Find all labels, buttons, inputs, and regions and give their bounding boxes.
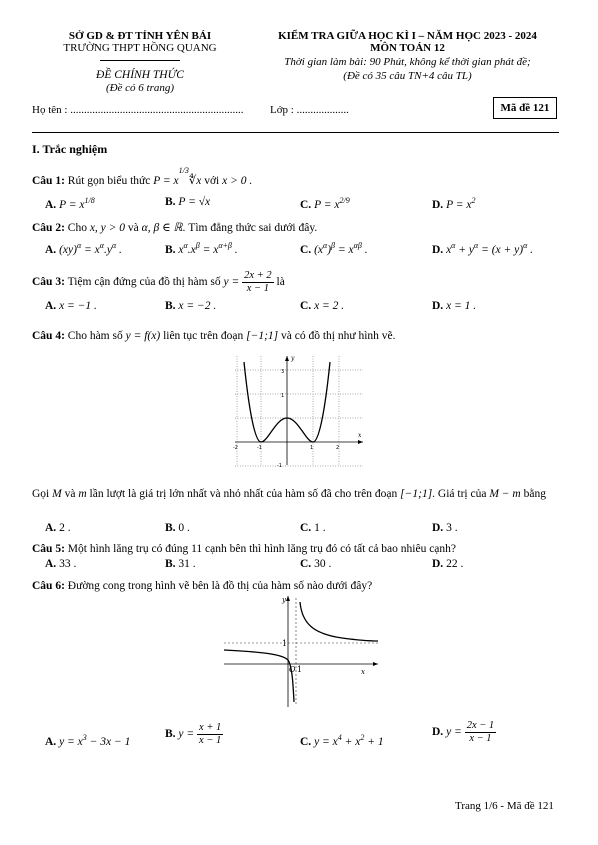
header-divider [100,60,180,61]
q4-option-a[interactable]: A. 2 . [45,522,71,534]
svg-text:O: O [289,665,296,674]
q2-option-d[interactable]: D. $x^\alpha + y^\alpha = (x + y)^\alpha$ . [432,241,534,256]
svg-text:2: 2 [336,445,340,451]
svg-text:1: 1 [297,665,303,674]
q2-option-c[interactable]: C. $(x^\alpha)^\beta = x^{\alpha\beta}$ . [300,241,368,256]
q6-option-b[interactable]: B. y = $\frac{x + 1}{x - 1}$ [165,722,222,746]
q1-option-c[interactable]: C. $P = x^{2/9}$ [300,196,350,211]
svg-text:y: y [291,355,295,362]
q5-option-c[interactable]: C. 30 . [300,558,332,570]
exam-subject: MÔN TOÁN 12 [370,42,445,54]
svg-text:1: 1 [281,393,285,399]
svg-text:-2: -2 [233,445,238,451]
q6-graph [222,592,382,710]
school-name: TRƯỜNG THPT HỒNG QUANG [63,42,217,54]
svg-text:1: 1 [310,445,314,451]
q3-option-a[interactable]: A. x = −1 . [45,300,97,312]
section-title: I. Trắc nghiệm [32,142,108,156]
q1-option-d[interactable]: D. $P = x^2$ [432,196,476,211]
q3-option-c[interactable]: C. x = 2 . [300,300,345,312]
q1-option-b[interactable]: B. P = √x [165,196,211,208]
q1-label: Câu 1: [32,174,65,187]
student-name-field: Họ tên : ............................................................... [32,104,244,116]
q4-option-d[interactable]: D. 3 . [432,522,458,534]
question-2: Câu 2: Cho x, y > 0 và α, β ∈ ℝ. Tìm đẳng thức sai dưới đây. [32,222,318,234]
svg-text:1: 1 [282,639,288,648]
q1-option-a[interactable]: A. $P = x^{1/8}$ [45,196,95,211]
svg-text:3: 3 [281,369,285,375]
question-1: Câu 1: Rút gọn biểu thức $P = x^{1/3}∜x$ với x > 0 . [32,166,253,187]
exam-code-box: Mã đề 121 [493,97,557,119]
q2-option-a[interactable]: A. $(xy)^\alpha = x^\alpha.y^\alpha$ . [45,241,122,256]
svg-text:x: x [361,668,365,676]
svg-text:-1: -1 [277,463,282,469]
svg-text:x: x [358,432,362,439]
q4-option-c[interactable]: C. 1 . [300,522,326,534]
question-3: Câu 3: Tiệm cận đứng của đồ thị hàm số y = $\frac{2x + 2}{x - 1}$ là [32,270,285,294]
page-footer: Trang 1/6 - Mã đề 121 [455,800,554,812]
q3-option-d[interactable]: D. x = 1 . [432,300,477,312]
q3-option-b[interactable]: B. x = −2 . [165,300,217,312]
svg-text:y: y [282,596,286,604]
page-count: (Đề có 6 trang) [105,82,175,94]
q6-option-c[interactable]: C. $y = x^4 + x^2 + 1$ [300,733,384,748]
q5-option-b[interactable]: B. 31 . [165,558,196,570]
class-field: Lớp : ................... [270,104,349,116]
q4-followup: Gọi M và m lần lượt là giá trị lớn nhất và nhỏ nhất của hàm số đã cho trên đoạn [−1;1]. Giá trị của M − m bằng [32,488,546,500]
q6-option-d[interactable]: D. y = $\frac{2x - 1}{x - 1}$ [432,720,495,744]
question-6: Câu 6: Đường cong trong hình vẽ bên là đồ thị của hàm số nào dưới đây? [32,580,373,592]
official-label: ĐỀ CHÍNH THỨC [96,69,184,81]
q4-option-b[interactable]: B. 0 . [165,522,190,534]
q4-graph [230,350,370,470]
q6-option-a[interactable]: A. $y = x^3 - 3x - 1$ [45,733,131,748]
exam-title: KIỂM TRA GIỮA HỌC KÌ I – NĂM HỌC 2023 - 2024 [278,30,537,42]
q2-option-b[interactable]: B. $x^\alpha.x^\beta = x^{\alpha+\beta}$ . [165,241,238,256]
svg-text:-1: -1 [257,445,262,451]
q5-option-a[interactable]: A. 33 . [45,558,77,570]
exam-count: (Đề có 35 câu TN+4 câu TL) [343,70,472,82]
exam-time: Thời gian làm bài: 90 Phút, không kể thời gian phát đề; [284,56,531,68]
question-4: Câu 4: Cho hàm số y = f(x) liên tục trên đoạn [−1;1] và có đồ thị như hình vẽ. [32,330,396,342]
q5-option-d[interactable]: D. 22 . [432,558,464,570]
org-name: SỞ GD & ĐT TỈNH YÊN BÁI [68,30,212,42]
question-5: Câu 5: Một hình lăng trụ có đúng 11 cạnh bên thì hình lăng trụ đó có tất cả bao nhiêu cạnh? [32,543,457,555]
header-bottom-rule [32,132,559,133]
